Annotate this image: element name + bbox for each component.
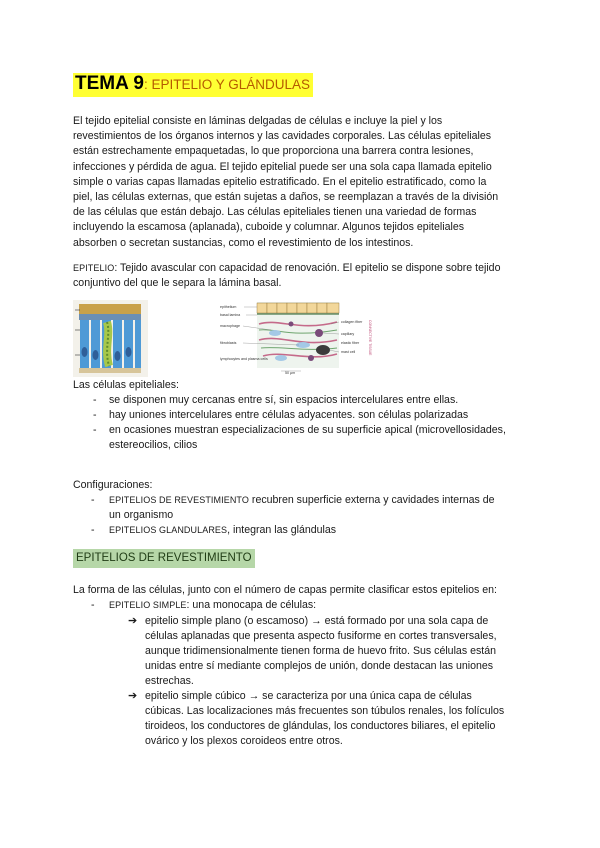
label-capillary: capillary	[341, 332, 355, 336]
title-main: TEMA 9	[75, 73, 144, 94]
label-macrophage: macrophage	[220, 324, 240, 328]
config-heading: Configuraciones:	[73, 479, 153, 491]
epithelium-micrograph-image	[73, 300, 148, 377]
connective-tissue-diagram-image	[219, 300, 372, 376]
intro-line: piel, las células externas, que están sujetas a daños, se reemplazan a través de la división	[73, 191, 499, 204]
intro-line: están estrechamente empaquetadas, lo que proporciona una barrera contra lesiones,	[73, 145, 474, 158]
classify-text: La forma de las células, junto con el número de capas permite clasificar estos epitelios en:	[73, 584, 497, 596]
intro-line: revestimientos de los órganos internos y las cavidades corporales. Las células epiteliales	[73, 130, 492, 143]
label-elastic: elastic fiber	[341, 341, 360, 345]
intro-paragraph	[73, 114, 529, 251]
label-collagen: collagen fiber	[341, 320, 363, 324]
label-lymphocytes: lymphocytes and plasma cells	[220, 357, 268, 361]
definition-paragraph	[73, 261, 529, 291]
label-fibroblasts: fibroblasts	[220, 341, 237, 345]
intro-line: infecciones y pérdida de agua. El tejido epitelial puede ser una sola capa llamada epitelio	[73, 160, 492, 173]
label-scale: 50 µm	[285, 371, 296, 375]
definition-term: EPITELIO	[73, 263, 115, 273]
intro-line: El tejido epitelial consiste en láminas delgadas de células e incluye la piel y los	[73, 115, 443, 127]
definition-text: : Tejido avascular con capacidad de renovación. El epitelio se dispone sobre tejido	[114, 262, 501, 274]
label-basal-lamina: basal lamina	[220, 313, 241, 317]
section-heading: EPITELIOS DE REVESTIMIENTO	[73, 549, 255, 568]
definition-text-2: conjuntivo del que le separa la lámina basal.	[73, 277, 282, 290]
arrow-icon: ➔	[128, 615, 138, 627]
label-epithelium: epithelium	[220, 305, 237, 309]
page-title	[73, 73, 313, 97]
intro-line: simple o varias capas llamadas epitelio estratificado. En el epitelio estratificado, como la	[73, 175, 487, 188]
label-mast-cell: mast cell	[341, 350, 356, 354]
intro-line: incluyendo la escamosa (aplanada), cuboide y columnar. Algunos tejidos epiteliales	[73, 221, 465, 234]
intro-line: absorben o secretan sustancias, como el revestimiento de los intestinos.	[73, 236, 414, 249]
title-sub: : EPITELIO Y GLÁNDULAS	[143, 77, 311, 92]
arrow-icon: ➔	[128, 690, 138, 702]
intro-line: de las células que están debajo. Las células epiteliales tienen una variedad de formas	[73, 206, 477, 219]
cells-heading: Las células epiteliales:	[73, 379, 179, 391]
document-page: TEMA 9: EPITELIO Y GLÁNDULAS El tejido epitelial consiste en láminas delgadas de células e incluye la piel y los revestimientos de los órganos internos y las cavidades corporales. Las células epiteliales están estrechamente empaquetadas, lo que proporciona una barrera contra lesiones, infecciones y pérdida de agua. El tejido epitelial puede ser una sola capa llamada epitelio simple o varias capas llamadas epitelio estratificado. En el epitelio estratificado, como la piel, las células externas, que están sujetas a daños, se reemplazan a través de la división de las células que están debajo. Las células epiteliales tienen una variedad de formas incluyendo la escamosa (aplanada), cuboide y columnar. Algunos tejidos epiteliales absorben o secretan sustancias, como el revestimiento de los intestinos. EPITELIO: Tejido avascular con capacidad de renovación. El epitelio se dispone sobre tejido conjuntivo del que le separa la lámina basal. epithelium basal lamina macrophage fibroblasts lymphocytes and plasma cells collagen fiber capillary elastic fiber mast cell 50 µm CONNECTIVE TISSUE Las células epiteliales: - se disponen muy cercanas entre sí, sin espacios intercelulares entre ellas. - hay uniones intercelulares entre células adyacentes. son células polarizadas - en ocasiones muestran especializaciones de su superficie apical (microvellosidades, estereocilios, cilios Configuraciones: - EPITELIOS DE REVESTIMIENTO recubren superficie externa y cavidades internas de un organismo - EPITELIOS GLANDULARES, integran las glándulas EPITELIOS DE REVESTIMIENTO La forma de las células, junto con el número de capas permite clasificar estos epitelios en: - EPITELIO SIMPLE: una monocapa de células: ➔ epitelio simple plano (o escamoso) → está formado por una sola capa de células aplanadas que presenta aspecto fusiforme en cortes transversales, aunque tridimensionalmente tienen forma de huevo frito. Sus células están unidas entre sí mediante complejos de unión, donde destacan las uniones estrechas. ➔ epitelio simple cúbico → se caracteriza por una única capa de células cúbicas. Las localizaciones más frecuentes son túbulos renales, los folículos tiroideos, los conductores de glándulas, los conductores biliares, el epitelio ovárico y los plexos coroideos entre otros.	[0, 0, 600, 848]
label-connective-tissue: CONNECTIVE TISSUE	[368, 320, 372, 356]
